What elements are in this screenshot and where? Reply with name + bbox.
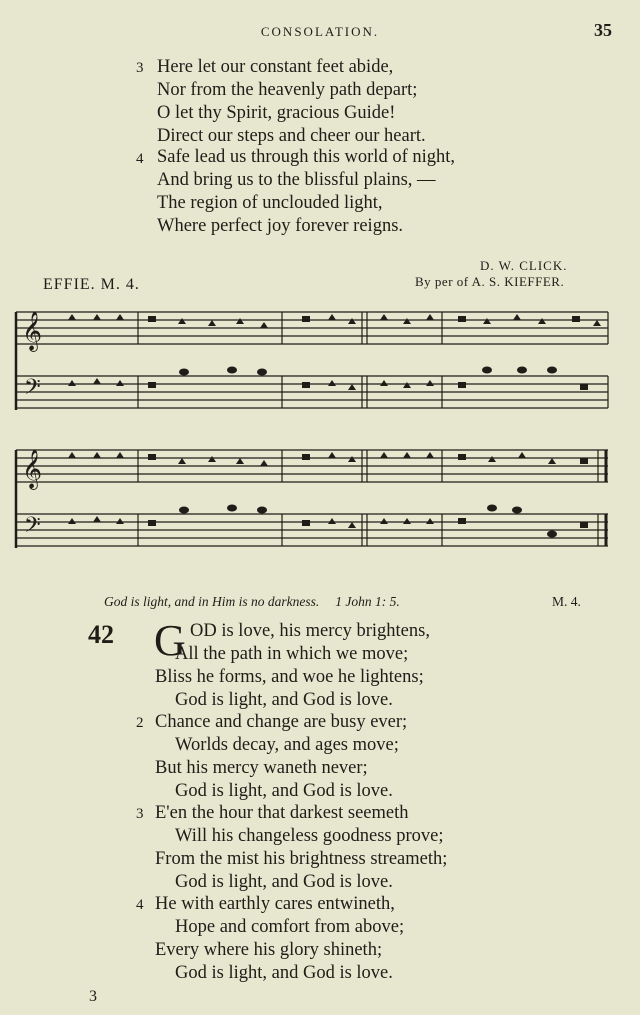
svg-text:𝄢: 𝄢 xyxy=(24,513,41,543)
stanza-line: E'en the hour that darkest seemeth xyxy=(155,803,409,823)
hymn-number: 42 xyxy=(88,620,114,649)
stanza-line: Chance and change are busy ever; xyxy=(155,712,408,732)
stanza-line: From the mist his brightness streameth; xyxy=(155,849,448,869)
running-header: CONSOLATION. xyxy=(260,24,380,39)
stanza-line: All the path in which we move; xyxy=(175,644,409,664)
composer-credit: D. W. CLICK. xyxy=(480,258,568,273)
permission-credit: By per of A. S. KIEFFER. xyxy=(415,274,565,289)
stanza xyxy=(155,802,447,894)
page-number: 35 xyxy=(594,20,612,40)
stanza-number: 3 xyxy=(136,60,144,76)
music-system-2 xyxy=(12,438,612,554)
stanza-line: Safe lead us through this world of night, xyxy=(157,147,456,167)
stanza-line: Will his changeless goodness prove; xyxy=(175,826,444,846)
stanza-number: 4 xyxy=(136,151,144,167)
stanza-line: Here let our constant feet abide, xyxy=(157,57,394,77)
stanza-line: Nor from the heavenly path depart; xyxy=(157,80,418,100)
stanza xyxy=(155,711,407,803)
stanza-line: And bring us to the blissful plains, — xyxy=(157,170,436,190)
stanza-line: But his mercy waneth never; xyxy=(155,758,368,778)
signature-mark: 3 xyxy=(89,988,97,1005)
stanza-line: Every where his glory shineth; xyxy=(155,940,383,960)
scripture-reference xyxy=(104,594,400,610)
svg-text:𝄢: 𝄢 xyxy=(24,375,41,405)
drop-cap: G xyxy=(154,616,186,665)
stanza xyxy=(157,56,426,148)
scripture-citation: 1 John 1: 5. xyxy=(335,594,400,609)
stanza-line: God is light, and God is love. xyxy=(175,781,393,801)
stanza xyxy=(155,893,404,985)
scripture-text: God is light, and in Him is no darkness. xyxy=(104,594,320,609)
music-system-1 xyxy=(12,300,612,416)
svg-text:𝄞: 𝄞 xyxy=(22,311,43,351)
stanza-line: God is light, and God is love. xyxy=(175,872,393,892)
stanza-line: Worlds decay, and ages move; xyxy=(175,735,399,755)
stanza-first-line xyxy=(190,620,430,643)
stanza-line: Bliss he forms, and woe he lightens; xyxy=(155,667,424,687)
tune-name: EFFIE. M. 4. xyxy=(43,276,140,293)
stanza-line: Where perfect joy forever reigns. xyxy=(157,216,404,236)
stanza-line: OD is love, his mercy brightens, xyxy=(190,621,430,641)
stanza-line: He with earthly cares entwineth, xyxy=(155,894,395,914)
stanza-number: 2 xyxy=(136,715,144,731)
svg-text:𝄞: 𝄞 xyxy=(22,449,43,489)
stanza-line: The region of unclouded light, xyxy=(157,193,383,213)
stanza-line: O let thy Spirit, gracious Guide! xyxy=(157,103,396,123)
meter-label: M. 4. xyxy=(552,594,581,609)
stanza-line: Direct our steps and cheer our heart. xyxy=(157,126,426,146)
stanza-line: God is light, and God is love. xyxy=(175,690,393,710)
stanza-line: God is light, and God is love. xyxy=(175,963,393,983)
stanza-line: Hope and comfort from above; xyxy=(175,917,405,937)
stanza xyxy=(155,643,424,712)
stanza-number: 4 xyxy=(136,897,144,913)
stanza xyxy=(157,146,455,238)
stanza-number: 3 xyxy=(136,806,144,822)
